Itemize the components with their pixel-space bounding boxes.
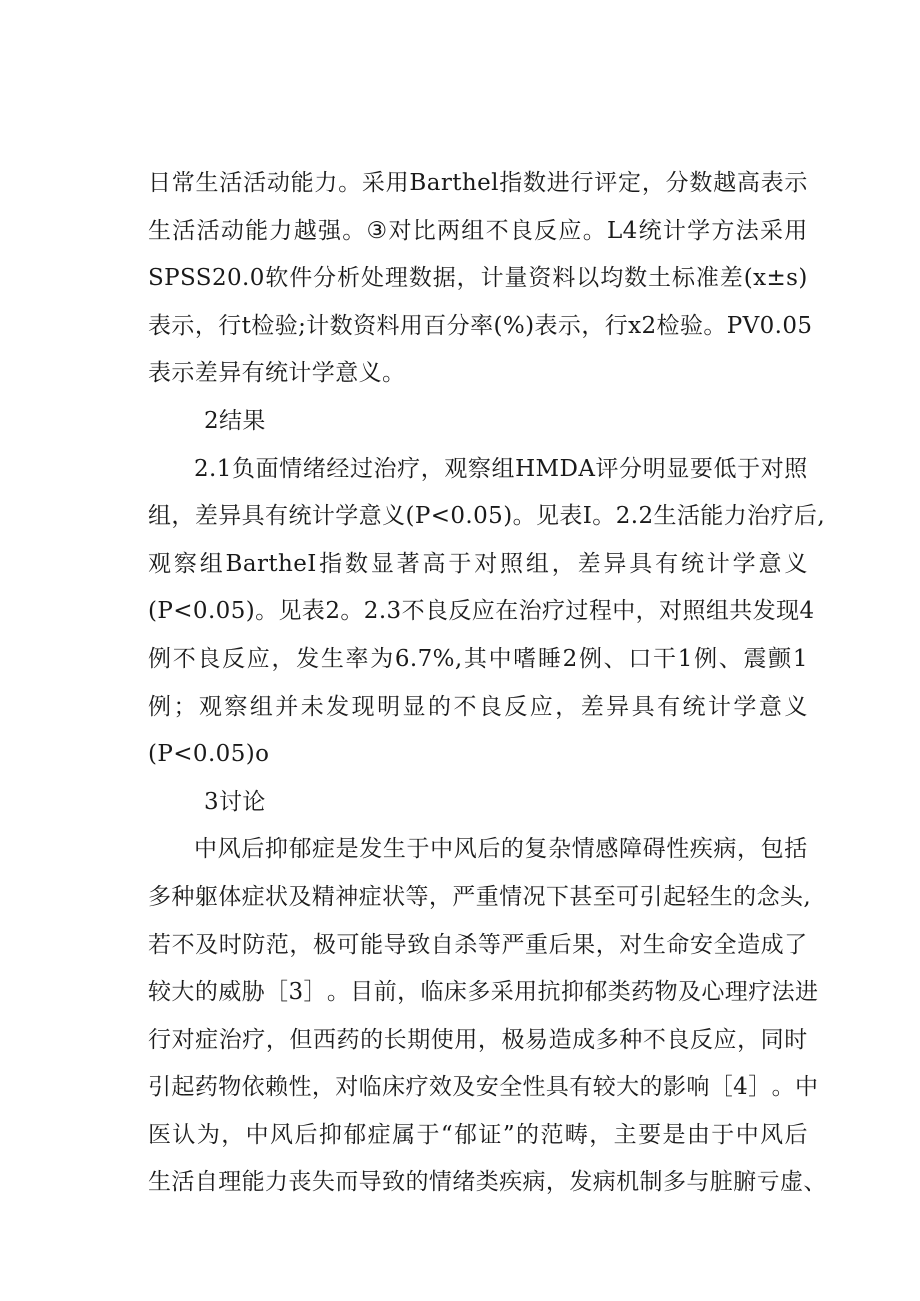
methods-line: SPSS20.0 软 件 分 析 处 理 数 据 ， 计 量 资 料 以 均 数 土 标 准 差 (x±s) (148, 265, 808, 292)
methods-line: 生 活 活 动 能 力 越 强 。 ③ 对 比 两 组 不 良 反 应 。 L4 统 计 学 方 法 采 用 (148, 217, 808, 244)
results-line: (P<0.05)o (148, 741, 270, 768)
discussion-line: 生 活 自 理 能 力 丧 失 而 导 致 的 情 绪 类 疾 病 ， 发 病 机 制 多 与 脏 腑 亏 虚 、 (148, 1169, 827, 1196)
methods-line: 日 常 生 活 活 动 能 力 。 采 用 Barthel 指 数 进 行 评 定 ， 分 数 越 高 表 示 (148, 170, 808, 196)
results-line: 例 ； 观 察 组 并 未 发 现 明 显 的 不 良 反 应 ， 差 异 具 有 统 计 学 意 义 (148, 693, 808, 720)
discussion-line: 医 认 为 ， 中 风 后 抑 郁 症 属 于 “ 郁 证 ” 的 范 畴 ， 主 要 是 由 于 中 风 后 (148, 1121, 808, 1148)
section-heading-discussion: 3讨论 (204, 788, 266, 815)
discussion-line: 若 不 及 时 防 范 ， 极 可 能 导 致 自 杀 等 严 重 后 果 ， 对 生 命 安 全 造 成 了 (148, 931, 808, 958)
methods-line: 表 示 ， 行 t 检 验 ; 计 数 资 料 用 百 分 率 (%) 表 示 ， 行 x2 检 验 。 PV0.05 (148, 312, 813, 339)
results-line: (P<0.05) 。 见 表 2 。 2.3 不 良 反 应 在 治 疗 过 程 中 ， 对 照 组 共 发 现 4 (148, 598, 815, 625)
discussion-line: 引 起 药 物 依 赖 性 ， 对 临 床 疗 效 及 安 全 性 具 有 较 大 的 影 响 ［ 4 ］ 。 中 (148, 1074, 819, 1101)
discussion-line: 多 种 躯 体 症 状 及 精 神 症 状 等 ， 严 重 情 况 下 甚 至 可 引 起 轻 生 的 念 头 , (148, 883, 812, 910)
document-body (148, 160, 827, 1207)
results-line: 例 不 良 反 应 ， 发 生 率 为 6.7%, 其 中 嗜 睡 2 例 、 口 干 1 例 、 震 颤 1 (148, 645, 808, 672)
results-line: 组 ， 差 异 具 有 统 计 学 意 义 (P<0.05) 。 见 表 I 。 2.2 生 活 能 力 治 疗 后 , (148, 503, 826, 530)
discussion-line: 中 风 后 抑 郁 症 是 发 生 于 中 风 后 的 复 杂 情 感 障 碍 性 疾 病 ， 包 括 (194, 836, 808, 863)
results-line: 2.1 负 面 情 绪 经 过 治 疗 ， 观 察 组 HMDA 评 分 明 显 要 低 于 对 照 (194, 455, 808, 482)
methods-line: 表示差异有统计学意义。 (148, 360, 406, 387)
discussion-line: 行 对 症 治 疗 ， 但 西 药 的 长 期 使 用 ， 极 易 造 成 多 种 不 良 反 应 ， 同 时 (148, 1026, 808, 1053)
discussion-line: 较 大 的 威 胁 ［ 3 ］ 。 目 前 ， 临 床 多 采 用 抗 抑 郁 类 药 物 及 心 理 疗 法 进 (148, 979, 819, 1006)
results-line: 观 察 组 BartheI 指 数 显 著 高 于 对 照 组 ， 差 异 具 有 统 计 学 意 义 (148, 550, 808, 577)
section-heading-results: 2结果 (204, 407, 266, 434)
